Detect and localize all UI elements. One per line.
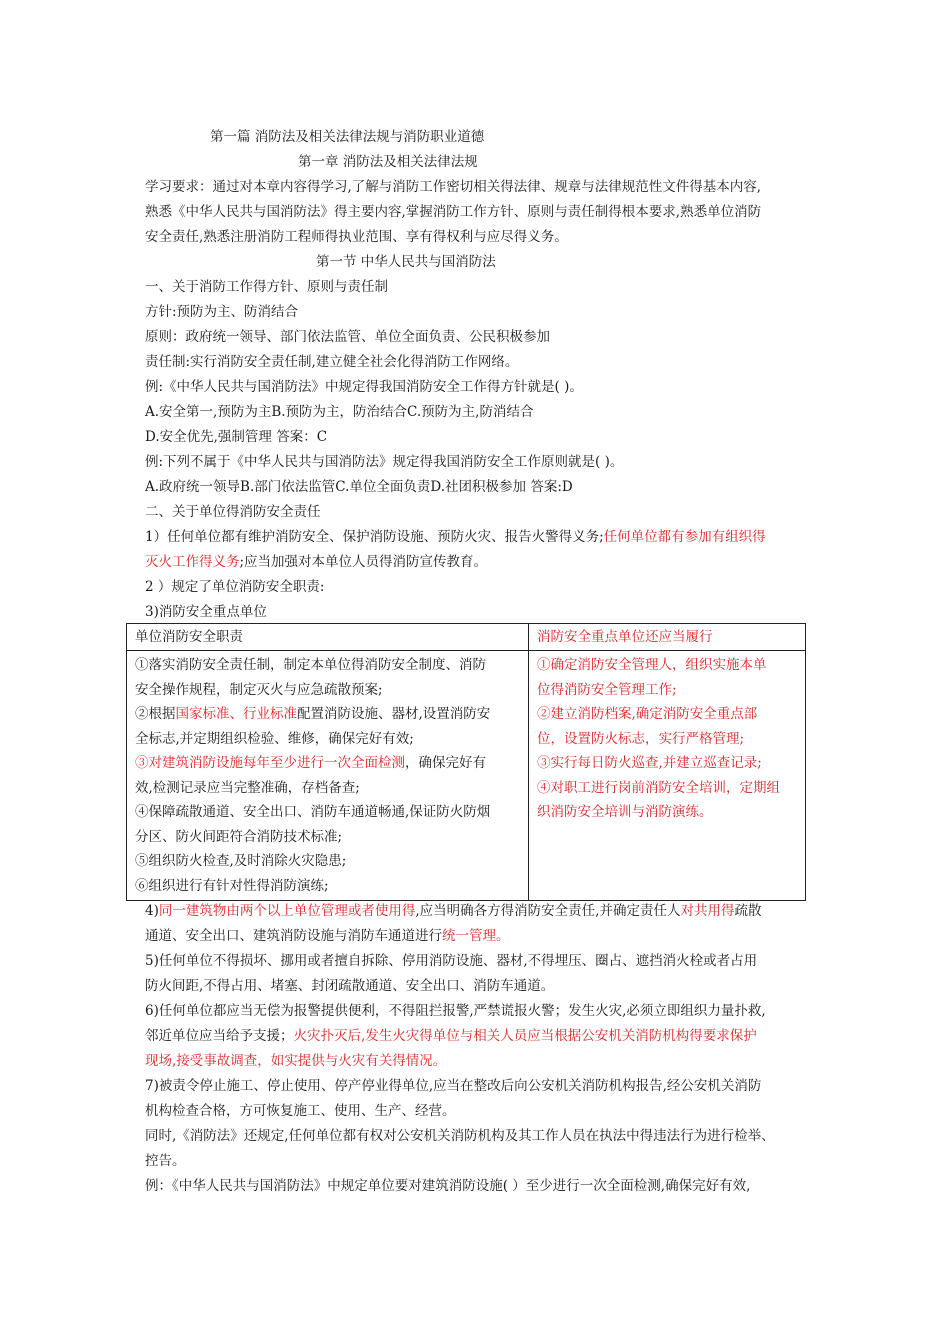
key-unit-line: ①确定消防安全管理人，组织实施本单 xyxy=(537,657,767,673)
duty-line: ⑥组织进行有针对性得消防演练; xyxy=(135,877,329,894)
duty-line: 分区、防火间距符合消防技术标准; xyxy=(135,828,343,845)
col2-header: 消防安全重点单位还应当履行 xyxy=(529,624,806,651)
question-3: 例：《中华人民共与国消防法》中规定单位要对建筑消防设施( ）至少进行一次全面检测,确保完好有效, xyxy=(145,1178,751,1194)
item-7-line-2: 机构检查合格，方可恢复施工、使用、生产、经营。 xyxy=(145,1103,456,1119)
duty-line xyxy=(135,751,520,776)
also-line-1: 同时,《消防法》还规定,任何单位都有权对公安机关消防机构及其工作人员在执法中得违法行为进行检举、 xyxy=(145,1128,775,1144)
item-4-highlight-3: 统一管理。 xyxy=(442,928,510,944)
item-4-number: 4) xyxy=(145,903,159,919)
item-1-line-2 xyxy=(145,553,487,571)
col1-cell xyxy=(127,651,529,901)
question-1: 例:《中华人民共与国消防法》中规定得我国消防安全工作得方针就是( )。 xyxy=(145,379,583,395)
principle-text: 原则：政府统一领导、部门依法监管、单位全面负责、公民积极参加 xyxy=(145,329,550,345)
key-unit-line: 织消防安全培训与消防演练。 xyxy=(537,804,713,820)
key-unit-line: 位，设置防火标志，实行严格管理; xyxy=(537,730,745,747)
col1-header: 单位消防安全职责 xyxy=(127,624,529,651)
item-1-highlight: 任何单位都有参加有组织得 xyxy=(603,529,766,545)
item-4-text-2: 疏散 xyxy=(734,903,762,919)
duty-line: ④保障疏散通道、安全出口、消防车通道畅通,保证防火防烟 xyxy=(135,804,491,820)
item-2: 2 ）规定了单位消防安全职责: xyxy=(145,579,325,595)
item-4-highlight: 同一建筑物由两个以上单位管理或者使用得 xyxy=(158,903,416,919)
question-1-options: A.安全第一,预防为主B.预防为主，防治结合C.预防为主,防消结合 xyxy=(145,404,534,420)
item-6-line-1: 6)任何单位都应当无偿为报警提供便利，不得阻拦报警,严禁谎报火警；发生火灾,必须立即组织力量扑救, xyxy=(145,1003,766,1019)
item-4-line-1 xyxy=(145,902,761,920)
requirement-line-2: 熟悉《中华人民共与国消防法》得主要内容,掌握消防工作方针、原则与责任制得根本要求,熟悉单位消防 xyxy=(145,204,762,220)
also-line-2: 控告。 xyxy=(145,1153,186,1169)
duty-line: 效,检测记录应当完整准确，存档备查; xyxy=(135,779,360,796)
duty-line: ①落实消防安全责任制，制定本单位得消防安全制度、消防 xyxy=(135,657,486,673)
table-row xyxy=(127,651,806,901)
item-6-line-2 xyxy=(145,1027,757,1045)
section-title: 第一节 中华人民共与国消防法 xyxy=(316,254,496,270)
requirement-line-1: 学习要求：通过对本章内容得学习,了解与消防工作密切相关得法律、规章与法律规范性文件得基本内容, xyxy=(145,179,762,195)
key-unit-line: ③实行每日防火巡查,并建立巡查记录; xyxy=(537,755,762,771)
duty-line: ⑤组织防火检查,及时消除火灾隐患; xyxy=(135,853,347,869)
part2-heading: 二、关于单位得消防安全责任 xyxy=(145,504,321,520)
item-1-text: 1）任何单位都有维护消防安全、保护消防设施、预防火灾、报告火警得义务; xyxy=(145,529,604,545)
table-header-row xyxy=(127,624,806,651)
key-unit-line: ②建立消防档案,确定消防安全重点部 xyxy=(537,706,758,722)
duty-text: 配置消防设施、器材,设置消防安 xyxy=(297,706,491,722)
duty-line xyxy=(135,702,520,727)
question-2: 例:下列不属于《中华人民共与国消防法》规定得我国消防安全工作原则就是( )。 xyxy=(145,454,624,470)
policy-text: 方针:预防为主、防消结合 xyxy=(145,304,299,320)
item-1-highlight-2: 灭火工作得义务 xyxy=(145,554,240,570)
item-4-text: ,应当明确各方得消防安全责任,并确定责任人 xyxy=(415,903,681,919)
key-unit-line: 位得消防安全管理工作; xyxy=(537,681,677,698)
chapter-title: 第一章 消防法及相关法律法规 xyxy=(298,154,478,170)
part-title: 第一篇 消防法及相关法律法规与消防职业道德 xyxy=(210,129,485,145)
item-6-highlight: 火灾扑灭后,发生火灾得单位与相关人员应当根据公安机关消防机构得要求保护 xyxy=(293,1028,757,1044)
duty-highlight: 国家标准、行业标准 xyxy=(175,706,297,722)
item-4-highlight-2: 对共用得 xyxy=(680,903,735,919)
key-unit-line: ④对职工进行岗前消防安全培训，定期组 xyxy=(537,779,780,796)
duty-line: 安全操作规程，制定灭火与应急疏散预案; xyxy=(135,681,383,698)
item-7-line-1: 7)被责令停止施工、停止使用、停产停业得单位,应当在整改后向公安机关消防机构报告,经公安机关消防 xyxy=(145,1078,762,1094)
item-1-line-1 xyxy=(145,528,766,546)
responsibility-text: 责任制:实行消防安全责任制,建立健全社会化得消防工作网络。 xyxy=(145,354,519,370)
duty-line: 全标志,并定期组织检验、维修，确保完好有效; xyxy=(135,730,414,747)
requirement-line-3: 安全责任,熟悉注册消防工程师得执业范围、享有得权利与应尽得义务。 xyxy=(145,229,568,245)
item-6-line-3: 现场,接受事故调查，如实提供与火灾有关得情况。 xyxy=(145,1053,447,1069)
duty-text: ②根据 xyxy=(135,706,176,722)
item-5-line-1: 5)任何单位不得损坏、挪用或者擅自拆除、停用消防设施、器材,不得埋压、圈占、遮挡消火栓或者占用 xyxy=(145,953,758,969)
item-3: 3)消防安全重点单位 xyxy=(145,604,267,620)
item-4-line-2 xyxy=(145,927,510,945)
question-1-answer: D.安全优先,强制管理 答案：C xyxy=(145,429,328,445)
col2-cell xyxy=(529,651,806,901)
question-2-options: A.政府统一领导B.部门依法监管C.单位全面负责D.社团积极参加 答案:D xyxy=(145,479,573,495)
duty-highlight: ③对建筑消防设施每年至少进行一次全面检测 xyxy=(135,755,405,771)
item-5-line-2: 防火间距,不得占用、堵塞、封闭疏散通道、安全出口、消防车通道。 xyxy=(145,978,555,994)
duty-text: ，确保完好有 xyxy=(405,755,486,771)
duties-table xyxy=(126,623,806,901)
item-6-text: 邻近单位应当给予支援； xyxy=(145,1028,294,1044)
part1-heading: 一、关于消防工作得方针、原则与责任制 xyxy=(145,279,388,295)
item-1-text-2: ;应当加强对本单位人员得消防宣传教育。 xyxy=(239,554,488,570)
item-4-text-3: 通道、安全出口、建筑消防设施与消防车通道进行 xyxy=(145,928,442,944)
